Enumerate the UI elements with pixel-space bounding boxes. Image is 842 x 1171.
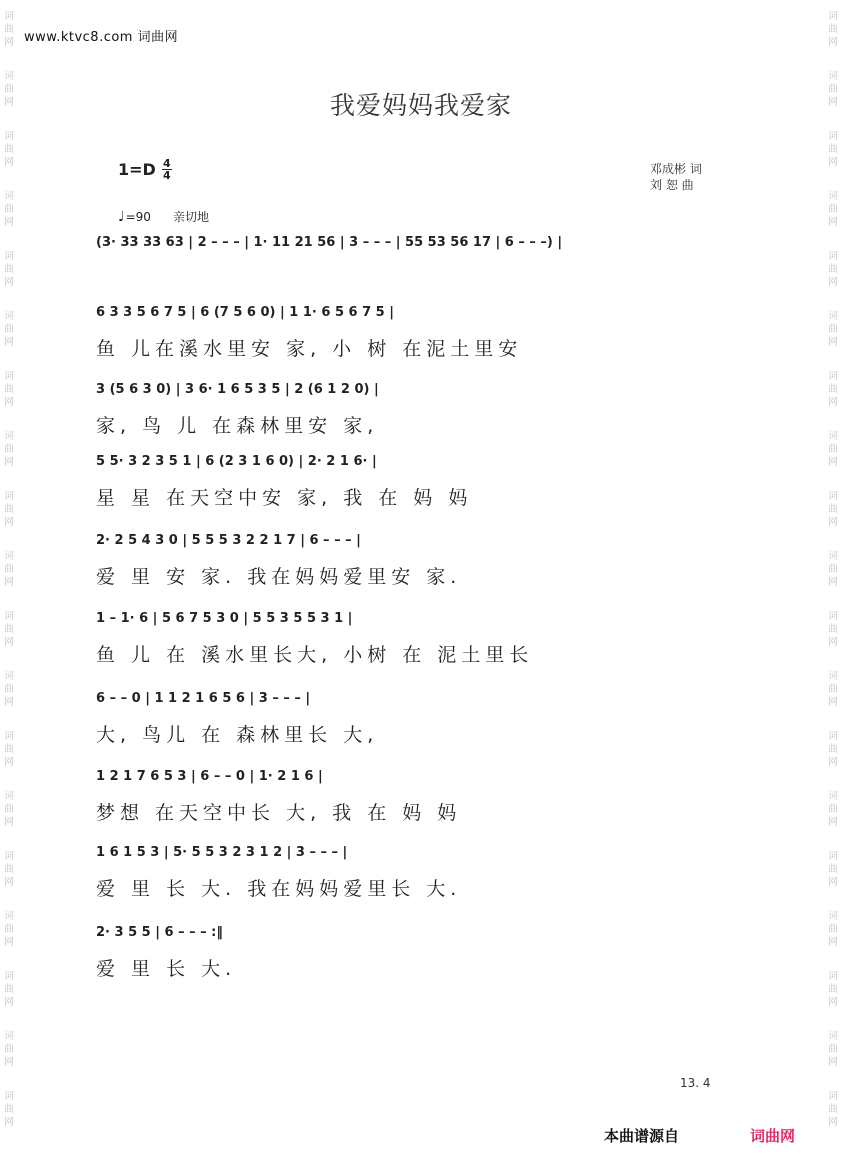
credits (650, 161, 702, 193)
watermark-unit (828, 900, 838, 960)
watermark-char: 曲 (4, 384, 14, 395)
watermark-char: 曲 (4, 744, 14, 755)
watermark-char: 词 (4, 731, 14, 742)
watermark-char: 词 (828, 71, 838, 82)
watermark-char: 曲 (4, 444, 14, 455)
watermark-char: 曲 (828, 204, 838, 215)
watermark-char: 网 (828, 337, 838, 348)
watermark-char: 网 (828, 97, 838, 108)
watermark-char: 曲 (828, 804, 838, 815)
watermark-char: 网 (828, 277, 838, 288)
time-signature (162, 158, 172, 181)
score-line (96, 912, 746, 982)
watermark-char: 词 (828, 431, 838, 442)
watermark-unit (828, 720, 838, 780)
watermark-char: 曲 (828, 504, 838, 515)
watermark-char: 词 (4, 671, 14, 682)
watermark-unit (4, 540, 14, 600)
lyricist: 邓成彬 词 (650, 162, 702, 176)
watermark-char: 曲 (828, 924, 838, 935)
intro-notes: (3· 33 33 63 | 2 – – – | 1· 11 21 56 | 3 – – – | 55 53 56 17 | 6 – – –) | (96, 234, 563, 250)
watermark-char: 网 (4, 697, 14, 708)
score-line-lyrics: 星 星 在天空中安 家, 我 在 妈 妈 (96, 486, 473, 509)
watermark-char: 词 (4, 71, 14, 82)
watermark-unit (4, 300, 14, 360)
watermark-char: 词 (4, 851, 14, 862)
score-line-notes: 1 – 1· 6 | 5 6 7 5 3 0 | 5 5 3 5 5 3 1 | (96, 610, 353, 626)
watermark-char: 网 (4, 577, 14, 588)
watermark-char: 词 (828, 11, 838, 22)
watermark-char: 曲 (4, 504, 14, 515)
watermark-char: 网 (828, 157, 838, 168)
score-line-lyrics: 家, 鸟 儿 在森林里安 家, (96, 414, 379, 437)
watermark-char: 词 (828, 191, 838, 202)
watermark-char: 曲 (828, 144, 838, 155)
watermark-char: 曲 (828, 1044, 838, 1055)
score-line (96, 520, 746, 590)
site-url[interactable]: www.ktvc8.com 词曲网 (24, 30, 179, 45)
watermark-char: 词 (828, 851, 838, 862)
watermark-char: 词 (828, 131, 838, 142)
watermark-unit (828, 660, 838, 720)
watermark-char: 词 (4, 791, 14, 802)
score-line (96, 369, 746, 439)
watermark-unit (828, 840, 838, 900)
score-line-notes: 1 6 1 5 3 | 5· 5 5 3 2 3 1 2 | 3 – – – | (96, 844, 348, 860)
watermark-char: 词 (4, 551, 14, 562)
source-site-link[interactable]: 词曲网 (750, 1127, 796, 1145)
watermark-unit (4, 0, 14, 60)
right-watermark-strip (826, 0, 840, 1171)
watermark-char: 曲 (4, 1104, 14, 1115)
score-line-notes: 2· 2 5 4 3 0 | 5 5 5 3 2 2 1 7 | 6 – – – | (96, 532, 361, 548)
watermark-unit (828, 600, 838, 660)
watermark-unit (4, 780, 14, 840)
score-line-lyrics: 爱 里 长 大. 我在妈妈爱里长 大. (96, 877, 462, 900)
tempo-value: =90 (125, 209, 151, 224)
watermark-char: 网 (828, 397, 838, 408)
watermark-char: 词 (828, 1031, 838, 1042)
watermark-char: 网 (828, 937, 838, 948)
watermark-char: 网 (828, 637, 838, 648)
watermark-char: 曲 (4, 24, 14, 35)
watermark-char: 曲 (4, 324, 14, 335)
watermark-unit (828, 120, 838, 180)
score-line-notes: 2· 3 5 5 | 6 – – – :‖ (96, 924, 223, 940)
watermark-char: 词 (4, 251, 14, 262)
watermark-char: 曲 (828, 744, 838, 755)
watermark-char: 词 (828, 731, 838, 742)
time-signature-top: 4 (163, 157, 171, 170)
watermark-char: 曲 (828, 1104, 838, 1115)
watermark-unit (828, 360, 838, 420)
watermark-char: 网 (828, 457, 838, 468)
watermark-char: 网 (4, 337, 14, 348)
watermark-char: 词 (828, 671, 838, 682)
watermark-char: 曲 (4, 864, 14, 875)
score-line-lyrics: 鱼 儿在溪水里安 家, 小 树 在泥土里安 (96, 337, 523, 360)
left-watermark-strip (2, 0, 16, 1171)
watermark-unit (828, 180, 838, 240)
watermark-char: 曲 (4, 564, 14, 575)
watermark-char: 网 (828, 1057, 838, 1068)
time-signature-bottom: 4 (163, 169, 171, 182)
watermark-char: 网 (828, 877, 838, 888)
watermark-char: 网 (4, 277, 14, 288)
watermark-char: 网 (4, 877, 14, 888)
score-line-notes: 5 5· 3 2 3 5 1 | 6 (2 3 1 6 0) | 2· 2 1 6· | (96, 453, 377, 469)
watermark-char: 网 (4, 37, 14, 48)
watermark-char: 网 (828, 577, 838, 588)
watermark-char: 曲 (828, 24, 838, 35)
watermark-char: 词 (4, 311, 14, 322)
watermark-unit (4, 420, 14, 480)
watermark-unit (828, 540, 838, 600)
score-line-notes: 3 (5 6 3 0) | 3 6· 1 6 5 3 5 | 2 (6 1 2 0) | (96, 381, 379, 397)
score-line (96, 678, 746, 748)
watermark-unit (828, 1080, 838, 1140)
watermark-unit (4, 120, 14, 180)
watermark-char: 曲 (4, 684, 14, 695)
watermark-unit (4, 660, 14, 720)
watermark-char: 词 (4, 191, 14, 202)
watermark-char: 词 (4, 431, 14, 442)
watermark-char: 网 (4, 637, 14, 648)
watermark-char: 曲 (4, 624, 14, 635)
watermark-char: 曲 (828, 984, 838, 995)
score-line (96, 441, 746, 511)
watermark-char: 词 (828, 371, 838, 382)
watermark-char: 网 (4, 1057, 14, 1068)
watermark-char: 曲 (828, 864, 838, 875)
watermark-char: 曲 (4, 924, 14, 935)
page-number: 13. 4 (680, 1076, 711, 1090)
watermark-char: 网 (4, 817, 14, 828)
watermark-char: 曲 (4, 204, 14, 215)
watermark-char: 网 (4, 217, 14, 228)
watermark-unit (4, 1080, 14, 1140)
watermark-char: 曲 (828, 324, 838, 335)
score-line (96, 756, 746, 826)
score-line (96, 832, 746, 902)
watermark-char: 词 (4, 371, 14, 382)
watermark-char: 词 (4, 491, 14, 502)
watermark-unit (4, 480, 14, 540)
watermark-char: 曲 (828, 684, 838, 695)
watermark-char: 词 (828, 251, 838, 262)
watermark-char: 曲 (4, 984, 14, 995)
watermark-char: 曲 (828, 564, 838, 575)
watermark-unit (4, 840, 14, 900)
watermark-char: 网 (828, 1117, 838, 1128)
watermark-char: 词 (4, 911, 14, 922)
score-line-lyrics: 梦想 在天空中长 大, 我 在 妈 妈 (96, 801, 462, 824)
watermark-char: 网 (4, 397, 14, 408)
watermark-unit (828, 0, 838, 60)
score-intro (96, 222, 746, 262)
watermark-char: 网 (4, 1117, 14, 1128)
watermark-unit (828, 960, 838, 1020)
score-line-lyrics: 爱 里 长 大. (96, 957, 237, 980)
watermark-char: 曲 (4, 1044, 14, 1055)
watermark-unit (4, 600, 14, 660)
watermark-unit (4, 360, 14, 420)
watermark-unit (828, 240, 838, 300)
watermark-char: 曲 (4, 144, 14, 155)
watermark-char: 网 (828, 757, 838, 768)
watermark-char: 曲 (828, 384, 838, 395)
watermark-unit (4, 900, 14, 960)
watermark-char: 网 (4, 757, 14, 768)
watermark-char: 词 (828, 911, 838, 922)
key-label: 1=D (118, 160, 156, 179)
watermark-char: 网 (4, 157, 14, 168)
watermark-unit (828, 780, 838, 840)
watermark-char: 词 (828, 311, 838, 322)
expression-marking: 亲切地 (172, 210, 209, 224)
score-line-lyrics: 大, 鸟儿 在 森林里长 大, (96, 723, 379, 746)
watermark-char: 词 (828, 791, 838, 802)
watermark-char: 词 (828, 1091, 838, 1102)
watermark-char: 网 (828, 697, 838, 708)
watermark-unit (828, 480, 838, 540)
watermark-unit (828, 1020, 838, 1080)
watermark-unit (4, 720, 14, 780)
watermark-char: 曲 (828, 84, 838, 95)
watermark-char: 词 (828, 551, 838, 562)
watermark-char: 曲 (828, 444, 838, 455)
score-line-lyrics: 鱼 儿 在 溪水里长大, 小树 在 泥土里长 (96, 643, 534, 666)
watermark-char: 网 (4, 457, 14, 468)
watermark-char: 网 (4, 997, 14, 1008)
watermark-unit (828, 420, 838, 480)
watermark-char: 网 (828, 217, 838, 228)
watermark-unit (4, 1020, 14, 1080)
watermark-char: 曲 (4, 84, 14, 95)
watermark-char: 词 (4, 1031, 14, 1042)
watermark-char: 词 (4, 1091, 14, 1102)
score-line-notes: 6 – – 0 | 1 1 2 1 6 5 6 | 3 – – – | (96, 690, 311, 706)
watermark-char: 网 (828, 37, 838, 48)
watermark-char: 曲 (828, 264, 838, 275)
watermark-char: 词 (4, 971, 14, 982)
watermark-unit (4, 240, 14, 300)
watermark-char: 词 (828, 971, 838, 982)
score-line-notes: 1 2 1 7 6 5 3 | 6 – – 0 | 1· 2 1 6 | (96, 768, 323, 784)
watermark-char: 网 (4, 97, 14, 108)
score-line (96, 598, 746, 668)
watermark-char: 网 (4, 517, 14, 528)
source-label: 本曲谱源自 (604, 1127, 680, 1145)
watermark-char: 词 (4, 131, 14, 142)
watermark-char: 曲 (828, 624, 838, 635)
watermark-char: 词 (828, 611, 838, 622)
watermark-char: 网 (828, 997, 838, 1008)
watermark-unit (828, 300, 838, 360)
watermark-char: 曲 (4, 804, 14, 815)
watermark-char: 词 (828, 491, 838, 502)
watermark-char: 曲 (4, 264, 14, 275)
watermark-char: 网 (828, 817, 838, 828)
watermark-char: 网 (4, 937, 14, 948)
key-signature (118, 158, 172, 181)
score-line-lyrics: 爱 里 安 家. 我在妈妈爱里安 家. (96, 565, 462, 588)
quarter-note-icon: ♩ (118, 208, 125, 225)
score-line-notes: 6 3 3 5 6 7 5 | 6 (7 5 6 0) | 1 1· 6 5 6 7 5 | (96, 304, 394, 320)
watermark-unit (4, 960, 14, 1020)
watermark-unit (4, 180, 14, 240)
watermark-char: 词 (4, 611, 14, 622)
watermark-char: 网 (828, 517, 838, 528)
composer: 刘 恕 曲 (650, 178, 694, 192)
watermark-char: 词 (4, 11, 14, 22)
score-line (96, 292, 746, 362)
song-title: 我爱妈妈我爱家 (329, 91, 512, 120)
